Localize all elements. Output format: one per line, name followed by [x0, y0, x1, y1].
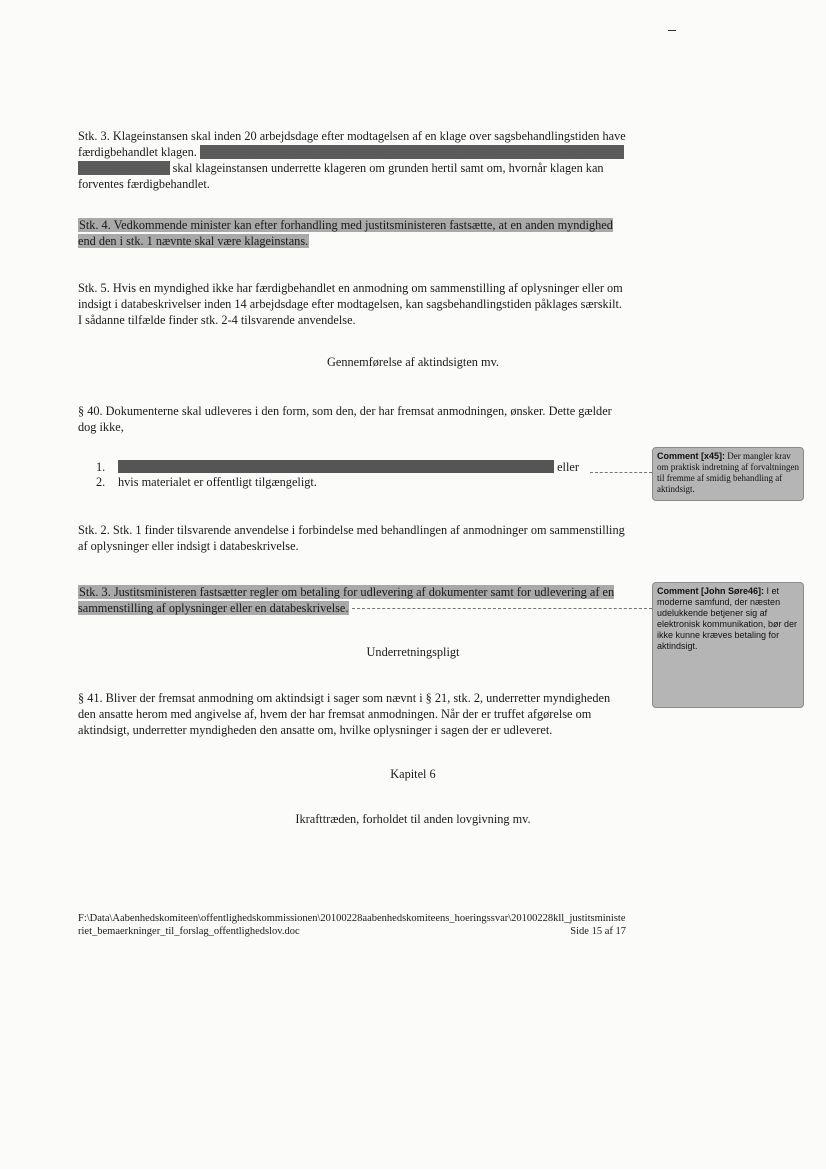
chapter-title: Ikrafttræden, forholdet til anden lovgivning mv.	[295, 812, 531, 826]
paragraph-40: § 40. Dokumenterne skal udleveres i den form, som den, der har fremsat anmodningen, ønsker. Dette gælder dog ikke,	[78, 404, 612, 434]
chapter-heading: Kapitel 6	[390, 767, 436, 781]
numbered-list	[96, 460, 579, 490]
comment-box[interactable]	[652, 447, 804, 501]
stk3-40-highlight: Stk. 3. Justitsministeren fastsætter regler om betaling for udlevering af dokumenter samt for udlevering af en sammenstilling af oplysninger eller en databeskrivelse.	[78, 585, 615, 615]
paragraph-stk3-40	[78, 584, 626, 616]
redacted-highlight: Hvis en klage ikke kan færdigbehandles inden denne frist som følge af sagens omfang eller kompleksitet,	[78, 145, 624, 175]
list-number: 2.	[96, 475, 106, 489]
comment-text: Der mangler krav om praktisk indretning af forvaltningen til fremme af smidig behandling af aktindsigt.	[657, 451, 799, 494]
footer	[78, 912, 626, 938]
list-text: eller	[557, 460, 579, 474]
comment-author: Comment [x45]:	[657, 451, 726, 461]
paragraph-stk2: Stk. 2. Stk. 1 finder tilsvarende anvendelse i forbindelse med behandlingen af anmodninger om sammenstilling af oplysninger eller indsigt i databeskrivelse.	[78, 523, 625, 553]
comment-leader	[352, 608, 652, 609]
stk3-text: Stk. 3. Klageinstansen skal inden 20 arbejdsdage efter modtagelsen af en klage over sagsbehandlingstiden have færdigbehandlet klagen.	[78, 129, 626, 159]
paragraph-41: § 41. Bliver der fremsat anmodning om aktindsigt i sager som nævnt i § 21, stk. 2, underretter myndigheden den ansatte herom med angivelse af, hvem der har fremsat anmodningen. Når der er truffet afgørelse om aktindsigt, underretter myndigheden den ansatte om, hvilke oplysninger i sagen der er udleveret.	[78, 691, 611, 737]
footer-path: F:\Data\Aabenhedskomiteen\offentlighedskommissionen\20100228aabenhedskomiteens_hoeringssvar\20100228kll_justitsministeriet_bemaerkninger_til_forslag_offentlighedslov.doc	[78, 913, 626, 937]
stk4-highlight: Stk. 4. Vedkommende minister kan efter forhandling med justitsministeren fastsætte, at en anden myndighed end den i stk. 1 nævnte skal være klageinstans.	[78, 218, 613, 248]
list-item	[96, 475, 579, 490]
comment-box[interactable]	[652, 582, 804, 708]
list-number: 1.	[96, 460, 106, 474]
section-heading: Underretningspligt	[366, 645, 460, 659]
comment-author: Comment [John Søre46]:	[657, 586, 765, 596]
paragraph-stk3	[78, 128, 626, 192]
page-number: Side 15 af 17	[570, 926, 626, 937]
paragraph-stk4	[78, 217, 626, 249]
list-text: hvis materialet er offentligt tilgængeligt.	[118, 475, 317, 489]
corner-mark	[668, 30, 676, 31]
redaction-bar	[118, 460, 554, 473]
stk3-text-cont: skal klageinstansen underrette klageren om grunden hertil samt om, hvornår klagen kan forventes færdigbehandlet.	[78, 161, 604, 191]
list-item	[96, 460, 579, 475]
paragraph-stk5: Stk. 5. Hvis en myndighed ikke har færdigbehandlet en anmodning om sammenstilling af oplysninger eller om indsigt i databeskrivelser inden 14 arbejdsdage efter modtagelsen, kan sagsbehandlingstiden påklages særskilt. I sådanne tilfælde finder stk. 2-4 tilsvarende anvendelse.	[78, 281, 623, 327]
comment-leader	[590, 472, 652, 473]
section-heading: Gennemførelse af aktindsigten mv.	[327, 355, 499, 369]
comment-text: I et moderne samfund, der næsten udelukkende betjener sig af elektronisk kommunikation, bør der ikke kunne kræves betaling for aktindsigt.	[657, 586, 798, 651]
